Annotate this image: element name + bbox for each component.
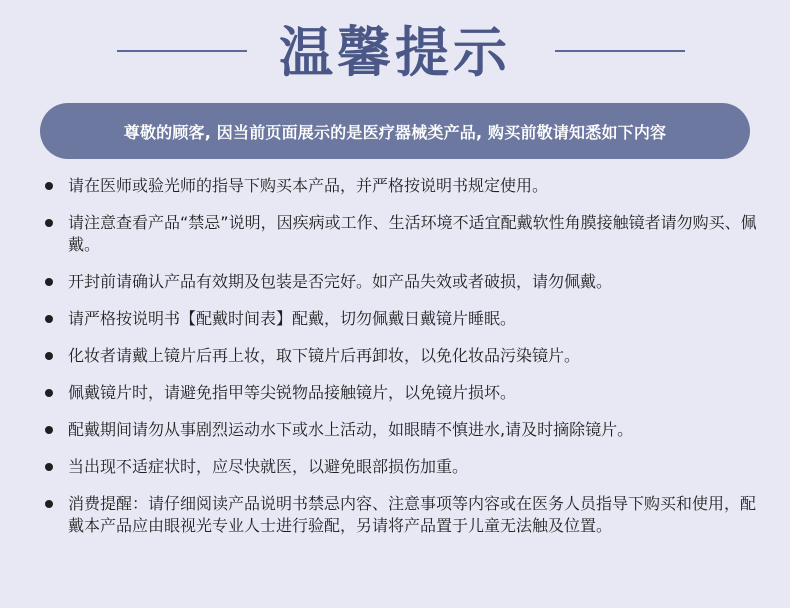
bullet-icon [45,219,53,227]
bullet-icon [45,463,53,471]
list-item [43,382,758,404]
list-item [43,456,758,478]
bullet-icon [45,389,53,397]
list-item [43,175,758,197]
list-item [43,345,758,367]
list-item [43,419,758,441]
list-item [43,493,758,537]
list-item-text: 化妆者请戴上镜片后再上妆，取下镜片后再卸妆，以免化妆品污染镜片。 [68,346,581,365]
list-item-text: 当出现不适症状时，应尽快就医，以避免眼部损伤加重。 [68,457,469,476]
bullet-icon [45,352,53,360]
title-row [0,12,790,92]
title-line-left [117,50,247,52]
list-item [43,212,758,256]
bullet-icon [45,500,53,508]
title-line-right [555,50,685,52]
list-item-text: 请严格按说明书【配戴时间表】配戴，切勿佩戴日戴镜片睡眠。 [68,309,517,328]
list-item-text: 请注意查看产品“禁忌”说明，因疾病或工作、生活环境不适宜配戴软性角膜接触镜者请勿购买、佩戴。 [68,213,757,254]
list-item [43,271,758,293]
notice-banner-text: 尊敬的顾客, 因当前页面展示的是医疗器械类产品, 购买前敬请知悉如下内容 [123,122,667,142]
list-item-text: 请在医师或验光师的指导下购买本产品，并严格按说明书规定使用。 [68,176,549,195]
notice-list [43,175,758,552]
bullet-icon [45,426,53,434]
list-item-text: 消费提醒：请仔细阅读产品说明书禁忌内容、注意事项等内容或在医务人员指导下购买和使用，配戴本产品应由眼视光专业人士进行验配，另请将产品置于儿童无法触及位置。 [68,494,757,535]
bullet-icon [45,182,53,190]
list-item-text: 佩戴镜片时，请避免指甲等尖锐物品接触镜片，以免镜片损坏。 [68,383,517,402]
bullet-icon [45,315,53,323]
list-item [43,308,758,330]
page-title: 温馨提示 [279,21,511,84]
list-item-text: 配戴期间请勿从事剧烈运动水下或水上活动，如眼睛不慎进水,请及时摘除镜片。 [68,420,634,439]
bullet-icon [45,278,53,286]
notice-banner [40,103,750,159]
list-item-text: 开封前请确认产品有效期及包装是否完好。如产品失效或者破损，请勿佩戴。 [68,272,613,291]
